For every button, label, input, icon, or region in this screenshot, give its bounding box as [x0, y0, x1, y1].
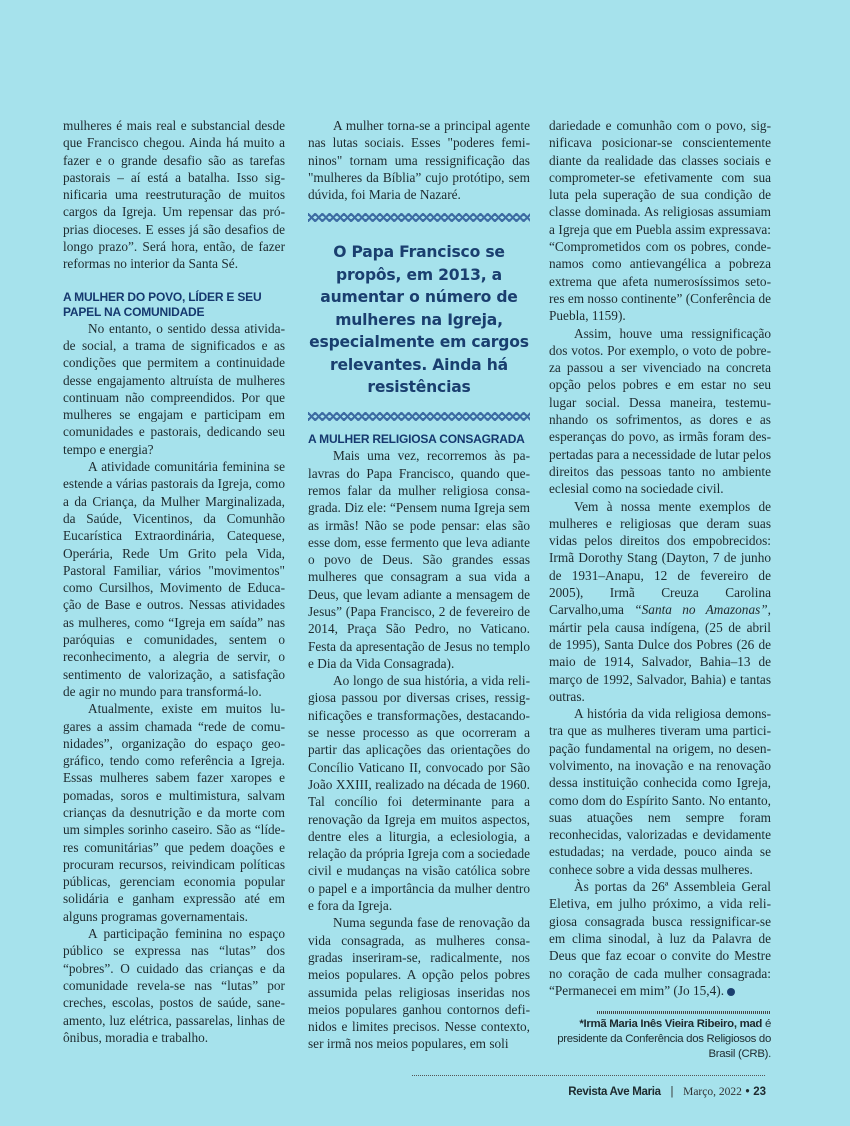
- diamond-divider: [308, 412, 530, 422]
- page-number: 23: [753, 1086, 766, 1098]
- paragraph: [549, 498, 771, 706]
- footer-divider: [412, 1075, 766, 1076]
- paragraph: Ao longo de sua história, a vida religiosa passou por diversas crises, ressignificações e transformações, destacando-se nesse processo as que ocorreram a partir das aplicações das orientações do Concílio Vaticano II, convocado por São João XXIII, realizado na década de 1960. Tal concílio foi determinante para a renovação da Igreja em muitos aspectos, dentre eles a liturgia, a eclesiologia, a relação da própria Igreja com a sociedade civil e mudanças na visão católica sobre o papel e a importância da mulher dentro e fora da Igreja.: [308, 673, 530, 914]
- paragraph: A história da vida religiosa demonstra que as mulheres tiveram uma participação fundamental na origem, no desenvolvimento, na inovação e na renovação dessa instituição conhecida como Igreja, como dom do Espírito Santo. No entanto, suas atuações nem sempre foram reconhecidas, valorizadas e devidamente estudadas; na verdade, pouco ainda se conhece sobre a vida dessas mulheres.: [549, 706, 771, 877]
- end-of-article-dot-icon: [727, 988, 735, 996]
- paragraph: dariedade e comunhão com o povo, significava posicionar-se conscientemente diante da realidade das classes sociais e comprometer-se efetivamente com sua luta pela superação de sua condição de classe dominada. As religiosas assumiam a Igreja que em Puebla assim expressava: “Comprometidos com os pobres, condenamos como antievangélica a pobreza extrema que afeta numerosíssimos setores em nosso continente” (Conferência de Puebla, 1159).: [549, 118, 771, 324]
- footer-separator: |: [670, 1086, 674, 1098]
- issue-date: Março, 2022: [683, 1086, 742, 1098]
- column-2: [308, 117, 530, 1053]
- paragraph: [549, 878, 771, 999]
- section-heading: A MULHER RELIGIOSA CONSAGRADA: [308, 432, 525, 447]
- text-span: Vem à nossa mente exemplos de mulheres e religiosas que deram suas vidas pelos direitos dos empobrecidos: Irmã Dorothy Stang (Dayton, 7 de junho de 1931–Anapu, 12 de fevereiro de 2005), Irmã Creuza Carolina Carvalho,uma: [549, 498, 771, 618]
- bullet: •: [745, 1086, 750, 1098]
- paragraph: No entanto, o sentido dessa atividade social, a trama de significados e as condições que permitem a continuidade desse engajamento altruísta de mulheres continuam não compreendidos. Por que mulheres se engajam e participam em comunidades e pastorais, dedicando seu tempo e energia?: [63, 320, 285, 457]
- author-credit: [549, 1017, 771, 1062]
- paragraph: A participação feminina no espaço público se expressa nas “lutas” dos “pobres”. O cuidado das crianças e da comunidade revela-se nas “lutas” por creches, escolas, postos de saúde, saneamento, luz elétrica, passarelas, linhas de ônibus, moradia e trabalho.: [63, 926, 285, 1045]
- author-name: *Irmã Maria Inês Vieira Ribeiro, mad: [579, 1018, 763, 1031]
- column-1: [63, 117, 285, 1046]
- column-3: [549, 117, 771, 1062]
- pull-quote: O Papa Francisco se propôs, em 2013, a aumentar o número de mulheres na Igreja, especialmente em cargos relevantes. Ainda há resistências: [309, 243, 529, 396]
- paragraph: A mulher torna-se a principal agente nas lutas sociais. Esses "poderes femininos" tornam uma ressignificação das "mulheres da Bíblia” cujo protótipo, sem dúvida, foi Maria de Nazaré.: [308, 118, 530, 203]
- section-heading: A MULHER DO POVO, LÍDER E SEU PAPEL NA COMUNIDADE: [63, 289, 262, 319]
- paragraph: Mais uma vez, recorremos às palavras do Papa Francisco, quando queremos falar da mulher religiosa consagrada. Diz ele: “Pensem numa Igreja sem as irmãs! Não se pode pensar: elas são esse dom, esse fermento que leva adiante o povo de Deus. São grandes essas mulheres que consagram a sua vida a Deus, que levam adiante a mensagem de Jesus” (Papa Francisco, 2 de fevereiro de 2014, Praça São Pedro, no Vaticano. Festa da apresentação de Jesus no templo e Dia da Vida Consagrada).: [308, 448, 530, 671]
- paragraph: Numa segunda fase de renovação da vida consagrada, as mulheres consagradas inseriram-se, radicalmente, nos meios populares. A opção pelos pobres assumida pelas religiosas inseridas nos meios populares ganhou contornos definidos e limites precisos. Nesse contexto, ser irmã nos meios populares, em soli: [308, 915, 530, 1052]
- magazine-name: Revista Ave Maria: [568, 1086, 661, 1098]
- author-divider: [597, 1011, 771, 1014]
- text-span: , mártir pela causa indígena, (25 de abril de 1995), Santa Dulce dos Pobres (26 de maio de 1914, Salvador, Bahia–13 de março de 1992, Salvador, Bahia) e tantas outras.: [549, 602, 771, 704]
- author-bio: é presidente da Conferência dos Religiosos do Brasil (CRB).: [557, 1018, 771, 1061]
- paragraph: mulheres é mais real e substancial desde que Francisco chegou. Ainda há muito a fazer e o grande desafio são as tarefas pastorais – aí está a batalha. Isso significaria uma reestruturação de muitos cargos da Igreja. Um repensar das próprias dioceses. E esses já são desafios de longo prazo”. Será hora, então, de fazer reformas no interior da Santa Sé.: [63, 118, 285, 272]
- paragraph: Assim, houve uma ressignificação dos votos. Por exemplo, o voto de pobreza passou a ser vivenciado na concreta opção pelos pobres e em estar no seu lugar social. Dessa maneira, testemunhando os sofrimentos, as dores e as esperanças do povo, as irmãs foram despertadas para a necessidade de lutar pelos direitos das pessoas tanto no ambiente eclesial como na sociedade civil.: [549, 325, 771, 497]
- diamond-divider: [308, 213, 530, 223]
- paragraph: A atividade comunitária feminina se estende a várias pastorais da Igreja, como a da Criança, da Mulher Marginalizada, da Saúde, Vicentinos, da Comunhão Eucarística Extraordinária, Catequese, Operária, Rede Um Grito pela Vida, Pastoral Familiar, vários "movimentos" como Cursilhos, Movimento de Educação de Base e outros. Nessas atividades as mulheres, como “Igreja em saída” nas paróquias e comunidades, sentem o reconhecimento, a alegria de servir, o sentimento de valorização, a satisfação de agir no mundo para transformá-lo.: [63, 459, 285, 699]
- page-footer: [568, 1084, 766, 1098]
- text-span: Às portas da 26ª Assembleia Geral Eletiva, em julho próximo, a vida religiosa consagrada busca ressignificar-se em clima sinodal, à luz da Palavra de Deus que faz ecoar o convite do Mestre no coração de cada mulher consagrada: “Permanecei em mim” (Jo 15,4).: [549, 879, 771, 998]
- paragraph: Atualmente, existe em muitos lugares a assim chamada “rede de comunidades”, organização do espaço geográfico, tendo como referência a Igreja. Essas mulheres sabem fazer xaropes e pomadas, soros e multimistura, salvam crianças da desnutrição e da morte com um simples sorinho caseiro. São as “líderes comunitárias” que pedem doações e procuram recursos, reivindicam políticas públicas, gerenciam economia popular solidária e ganham expressão até em alguns programas governamentais.: [63, 701, 285, 924]
- italic-quote: “Santa no Amazonas”: [634, 602, 768, 618]
